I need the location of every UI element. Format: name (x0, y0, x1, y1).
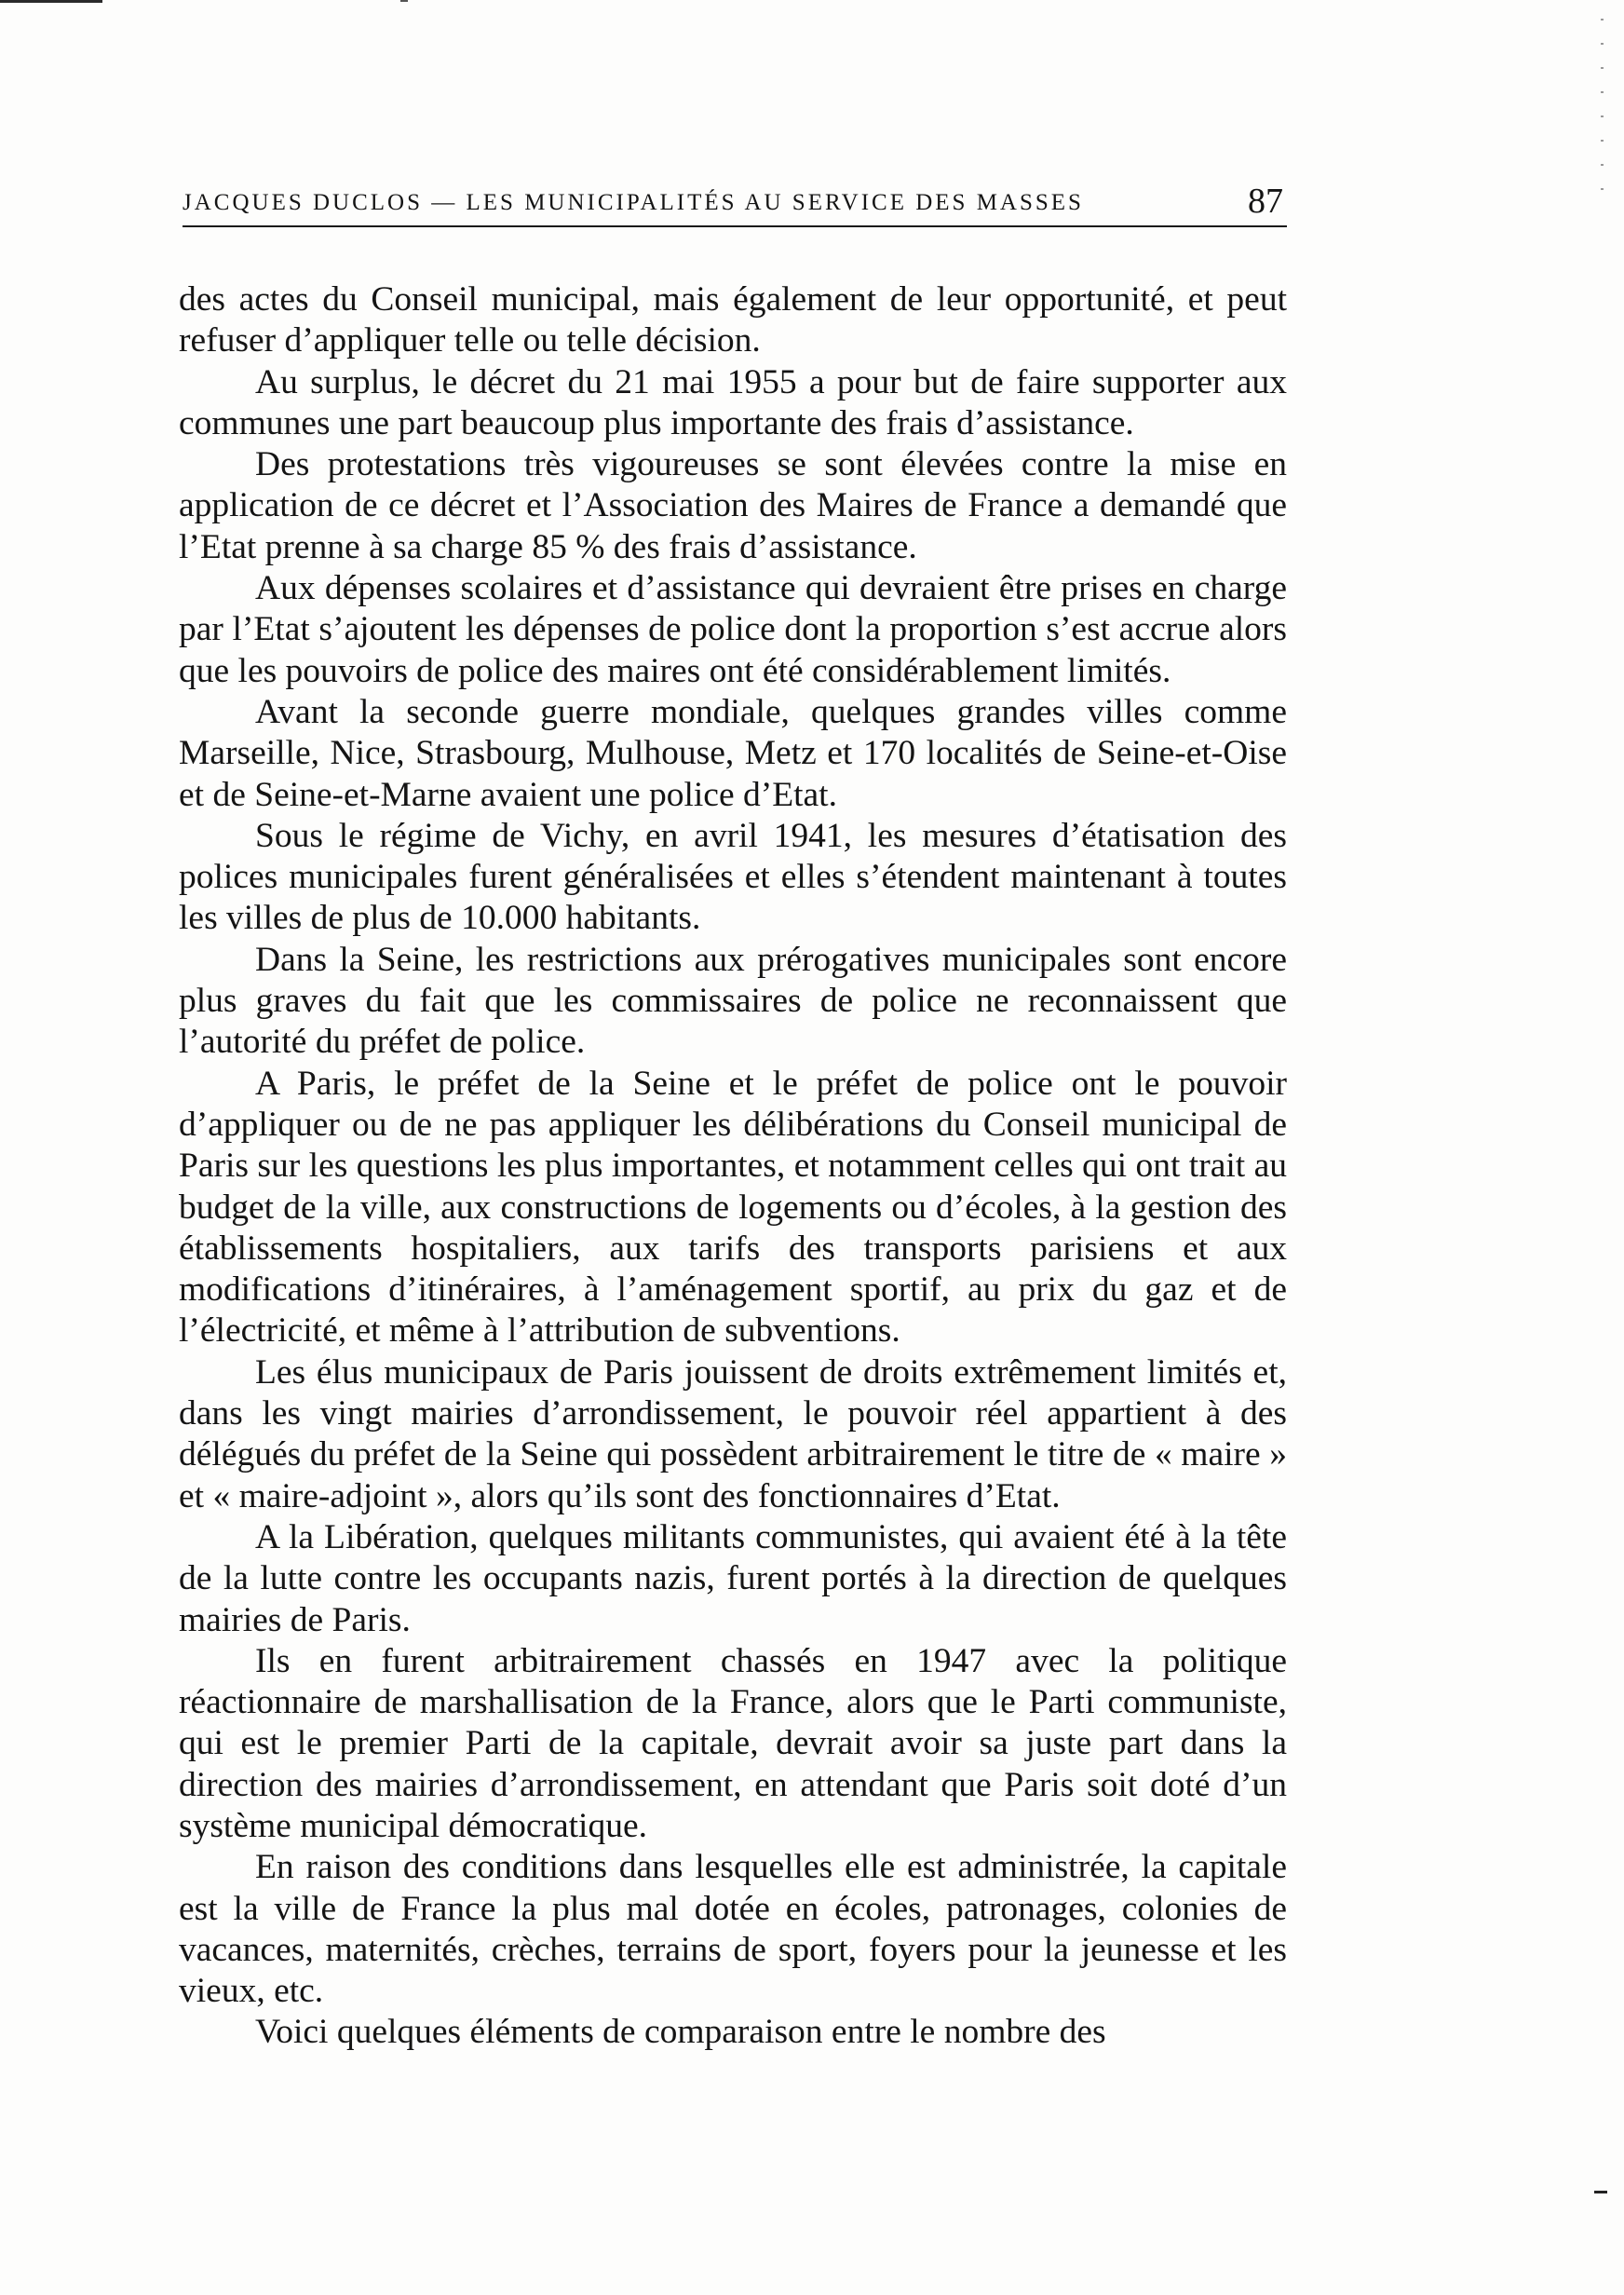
paragraph: A la Libération, quelques militants communistes, qui avaient été à la tête de la lutte contre les occupants nazis, furent portés à la direction de quelques mairies de Paris. (179, 1517, 1287, 1639)
body-text (179, 279, 1287, 2054)
scan-edge-mark (0, 0, 102, 3)
scan-edge-mark (400, 0, 408, 2)
paragraph: Ils en furent arbitrairement chassés en 1947 avec la politique réactionnaire de marshallisation de la France, alors que le Parti communiste, qui est le premier Parti de la capitale, devrait avoir sa juste part dans la direction des mairies d’arrondissement, en attendant que Paris soit doté d’un système municipal démocratique. (179, 1641, 1287, 1845)
page-number: 87 (1248, 182, 1283, 221)
paragraph: Des protestations très vigoureuses se sont élevées contre la mise en application de ce décret et l’Association des Maires de France a demandé que l’Etat prenne à sa charge 85 % des frais d’assistance. (179, 445, 1287, 566)
paragraph: En raison des conditions dans lesquelles elle est administrée, la capitale est la ville de France la plus mal dotée en écoles, patronages, colonies de vacances, maternités, crèches, terrains de sport, foyers pour la jeunesse et les vieux, etc. (179, 1848, 1287, 2011)
paragraph: Voici quelques éléments de comparaison entre le nombre des (255, 2013, 1106, 2052)
paragraph: Avant la seconde guerre mondiale, quelques grandes villes comme Marseille, Nice, Strasbourg, Mulhouse, Metz et 170 localités de Seine-et-Oise et de Seine-et-Marne avaient une police d’Etat. (179, 692, 1287, 814)
paragraph: Les élus municipaux de Paris jouissent de droits extrêmement limités et, dans les vingt mairies d’arrondissement, le pouvoir réel appartient à des délégués du préfet de la Seine qui possèdent arbitrairement le titre de « maire » et « maire-adjoint », alors qu’ils sont des fonctionnaires d’Etat. (179, 1352, 1287, 1515)
paragraph: A Paris, le préfet de la Seine et le préfet de police ont le pouvoir d’appliquer ou de ne pas appliquer les délibérations du Conseil municipal de Paris sur les questions les plus importantes, et notamment celles qui ont trait au budget de la ville, aux constructions de logements ou d’écoles, à la gestion des établissements hospitaliers, aux tarifs des transports parisiens et aux modifications d’itinéraires, à l’aménagement sportif, au prix du gaz et de l’électricité, et même à l’attribution de subventions. (179, 1064, 1287, 1351)
paragraph: Sous le régime de Vichy, en avril 1941, les mesures d’étatisation des polices municipales furent généralisées et elles s’étendent maintenant à toutes les villes de plus de 10.000 habitants. (179, 816, 1287, 938)
scan-edge-dash (1594, 2191, 1607, 2193)
page-header (183, 177, 1287, 227)
paragraph: Dans la Seine, les restrictions aux prérogatives municipales sont encore plus graves du fait que les commissaires de police ne reconnaissent que l’autorité du préfet de police. (179, 940, 1287, 1062)
paragraph: Aux dépenses scolaires et d’assistance qui devraient être prises en charge par l’Etat s’ajoutent les dépenses de police dont la proportion s’est accrue alors que les pouvoirs de police des maires ont été considérablement limités. (179, 569, 1287, 690)
scan-edge-dots (1601, 19, 1604, 205)
running-head: JACQUES DUCLOS — LES MUNICIPALITÉS AU SERVICE DES MASSES (183, 190, 1084, 215)
paragraph: des actes du Conseil municipal, mais également de leur opportunité, et peut refuser d’appliquer telle ou telle décision. (179, 280, 1287, 360)
paragraph: Au surplus, le décret du 21 mai 1955 a pour but de faire supporter aux communes une part beaucoup plus importante des frais d’assistance. (179, 362, 1287, 442)
